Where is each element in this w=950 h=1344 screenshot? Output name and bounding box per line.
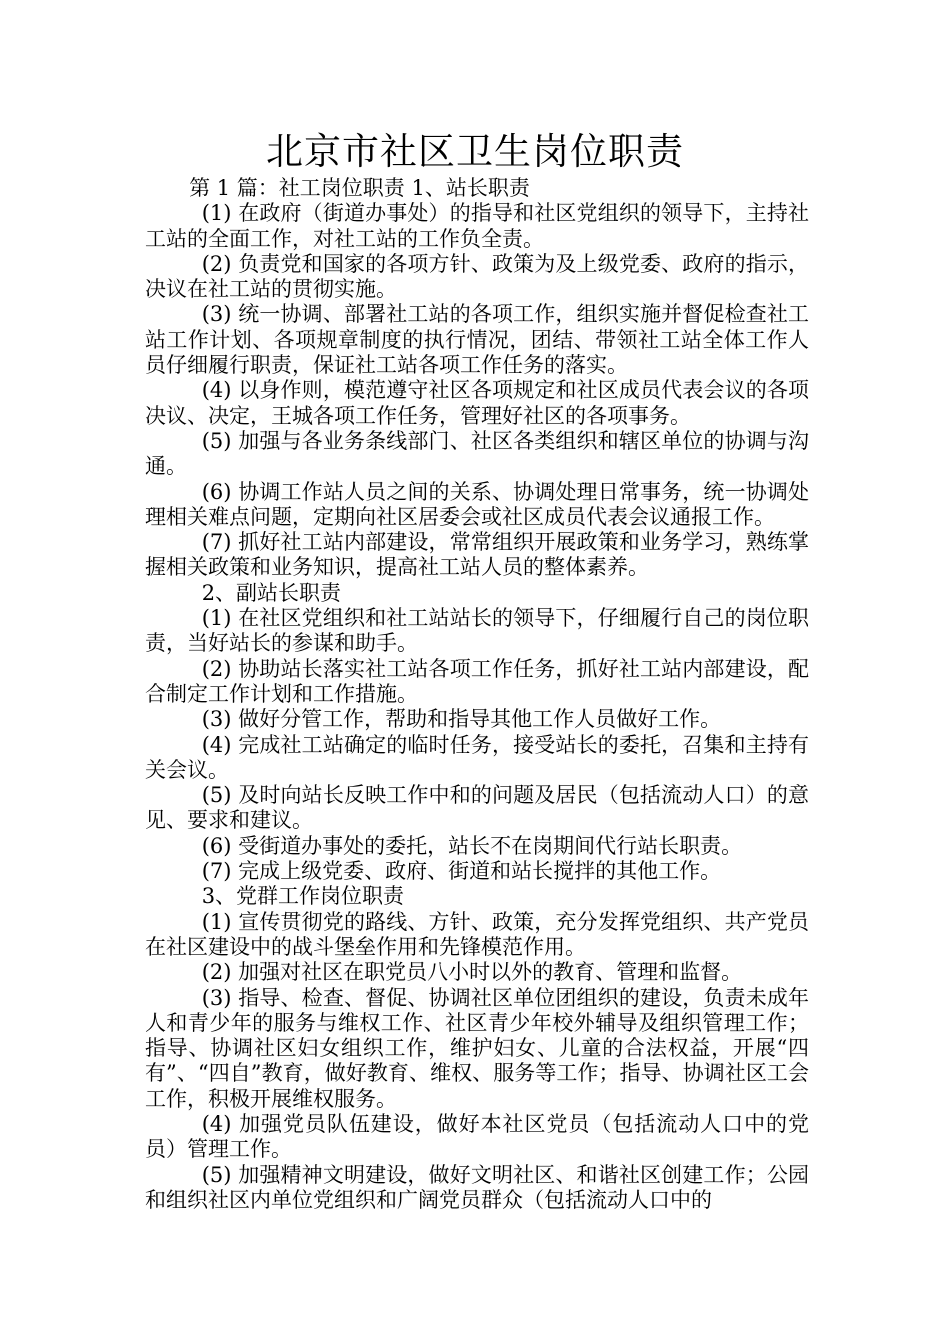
paragraph: (6) 协调工作站人员之间的关系、协调处理日常事务，统一协调处理相关难点问题，定期向社区居委会或社区成员代表会议通报工作。 — [145, 479, 809, 529]
paragraph: (5) 及时向站长反映工作中和的问题及居民（包括流动人口）的意见、要求和建议。 — [145, 783, 809, 833]
paragraph: 第 1 篇：社工岗位职责 1、站长职责 — [189, 176, 530, 200]
paragraph: (2) 负责党和国家的各项方针、政策为及上级党委、政府的指示，决议在社工站的贯彻实施。 — [145, 251, 809, 302]
paragraph: (1) 在政府（街道办事处）的指导和社区党组织的领导下，主持社工站的全面工作，对社工站的工作负全责。 — [145, 201, 809, 251]
paragraph: (1) 宣传贯彻党的路线、方针、政策，充分发挥党组织、共产党员在社区建设中的战斗堡垒作用和先锋模范作用。 — [145, 909, 809, 959]
paragraph: (2) 加强对社区在职党员八小时以外的教育、管理和监督。 — [201, 960, 743, 985]
paragraph: (4) 完成社工站确定的临时任务，接受站长的委托，召集和主持有关会议。 — [145, 732, 809, 782]
section-heading: 3、党群工作岗位职责 — [201, 884, 405, 909]
paragraph: (5) 加强与各业务条线部门、社区各类组织和辖区单位的协调与沟通。 — [145, 428, 809, 479]
paragraph: (3) 做好分管工作，帮助和指导其他工作人员做好工作。 — [201, 707, 722, 732]
paragraph: (1) 在社区党组织和社工站站长的领导下，仔细履行自己的岗位职责，当好站长的参谋和助手。 — [145, 606, 809, 656]
paragraph: (7) 抓好社工站内部建设，常常组织开展政策和业务学习，熟练掌握相关政策和业务知识，提高社工站人员的整体素养。 — [145, 530, 809, 580]
paragraph: (3) 指导、检查、督促、协调社区单位团组织的建设，负责未成年人和青少年的服务与维权工作、社区青少年校外辅导及组织管理工作；指导、协调社区妇女组织工作，维护妇女、儿童的合法权益，开展“四有”、“四自”教育，做好教育、维权、服务等工作；指导、协调社区工会工作，积极开展维权服务。 — [145, 985, 809, 1111]
paragraph: (5) 加强精神文明建设，做好文明社区、和谐社区创建工作；公园和组织社区内单位党组织和广阔党员群众（包括流动人口中的 — [145, 1162, 809, 1212]
document-body — [145, 176, 809, 1213]
document-title: 北京市社区卫生岗位职责 — [266, 130, 684, 173]
paragraph: (4) 以身作则，模范遵守社区各项规定和社区成员代表会议的各项决议、决定，王城各项工作任务，管理好社区的各项事务。 — [145, 378, 809, 428]
paragraph: (2) 协助站长落实社工站各项工作任务，抓好社工站内部建设，配合制定工作计划和工作措施。 — [145, 656, 809, 706]
paragraph: (7) 完成上级党委、政府、街道和站长搅拌的其他工作。 — [201, 859, 722, 884]
paragraph: (6) 受街道办事处的委托，站长不在岗期间代行站长职责。 — [201, 833, 743, 858]
paragraph: (4) 加强党员队伍建设，做好本社区党员（包括流动人口中的党员）管理工作。 — [145, 1111, 809, 1162]
paragraph: (3) 统一协调、部署社工站的各项工作，组织实施并督促检查社工站工作计划、各项规章制度的执行情况，团结、带领社工站全体工作人员仔细履行职责，保证社工站各项工作任务的落实。 — [145, 302, 809, 378]
section-heading: 2、副站长职责 — [201, 580, 342, 605]
